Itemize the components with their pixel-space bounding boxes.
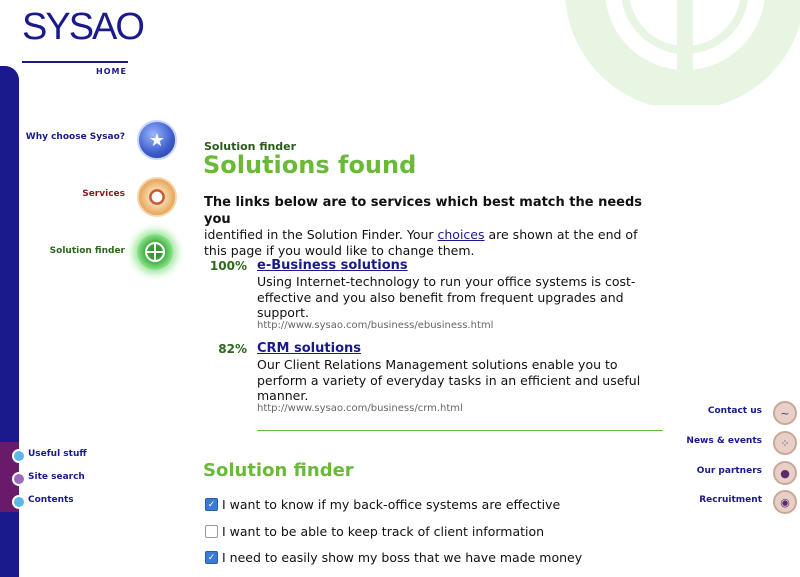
background-decoration — [545, 0, 800, 105]
result-title-link[interactable]: e-Business solutions — [257, 258, 408, 273]
choices-link[interactable]: choices — [437, 227, 485, 242]
nav-why-choose-sysao[interactable]: Why choose Sysao? — [25, 132, 125, 142]
result-title-link[interactable]: CRM solutions — [257, 341, 361, 356]
nav-services[interactable]: Services — [82, 189, 125, 199]
checkbox-checked[interactable]: ✓ — [205, 551, 218, 564]
our-partners-icon[interactable]: ● — [773, 461, 797, 485]
logo[interactable]: SYSAO — [22, 6, 143, 48]
finder-option[interactable] — [205, 524, 544, 539]
checkbox-unchecked[interactable] — [205, 525, 218, 538]
nav-solution-finder[interactable]: Solution finder — [49, 246, 125, 256]
page-title: Solutions found — [203, 151, 417, 179]
our-partners-link[interactable]: Our partners — [696, 466, 762, 476]
finder-option-label: I need to easily show my boss that we have made money — [222, 550, 583, 565]
star-icon[interactable]: ★ — [137, 120, 177, 160]
result-url[interactable]: http://www.sysao.com/business/crm.html — [257, 403, 463, 414]
result-description: Using Internet-technology to run your office systems is cost-effective and you also benefit from frequent upgrades and support. — [257, 274, 636, 320]
site-search-icon — [12, 472, 26, 486]
useful-stuff-link[interactable]: Useful stuff — [28, 449, 87, 459]
intro-post: are shown at the end of this page if you would like to change them. — [204, 227, 638, 258]
recruitment-link[interactable]: Recruitment — [699, 495, 762, 505]
recruitment-icon[interactable]: ◉ — [773, 490, 797, 514]
result-url[interactable]: http://www.sysao.com/business/ebusiness.html — [257, 320, 494, 331]
finder-option[interactable] — [205, 497, 560, 512]
contact-us-link[interactable]: Contact us — [707, 406, 762, 416]
solution-finder-heading: Solution finder — [203, 460, 354, 481]
news-events-link[interactable]: News & events — [686, 436, 762, 446]
finder-option-label: I want to be able to keep track of client information — [222, 524, 545, 539]
result-match-percent: 82% — [218, 342, 247, 356]
contents-link[interactable]: Contents — [28, 495, 74, 505]
services-icon[interactable] — [137, 177, 177, 217]
contents-icon — [12, 495, 26, 509]
checkbox-checked[interactable]: ✓ — [205, 498, 218, 511]
home-link[interactable]: HOME — [96, 67, 127, 76]
globe-icon — [143, 240, 167, 264]
news-events-icon[interactable]: ⁘ — [773, 431, 797, 455]
result-match-percent: 100% — [209, 259, 247, 273]
intro-pre: identified in the Solution Finder. Your — [204, 227, 438, 242]
solution-finder-icon[interactable] — [137, 234, 173, 270]
finder-option[interactable] — [205, 550, 582, 565]
logo-underline — [22, 61, 128, 63]
finder-option-label: I want to know if my back-office systems are effective — [222, 497, 561, 512]
intro-bold: The links below are to services which best match the needs you — [204, 195, 643, 227]
section-kicker: Solution finder — [204, 140, 297, 153]
useful-stuff-icon — [12, 449, 26, 463]
intro-text — [204, 194, 664, 258]
divider — [257, 430, 663, 431]
site-search-link[interactable]: Site search — [28, 472, 85, 482]
result-description: Our Client Relations Management solutions enable you to perform a variety of everyday tasks in an efficient and useful manner. — [257, 357, 641, 403]
contact-us-icon[interactable]: ~ — [773, 401, 797, 425]
